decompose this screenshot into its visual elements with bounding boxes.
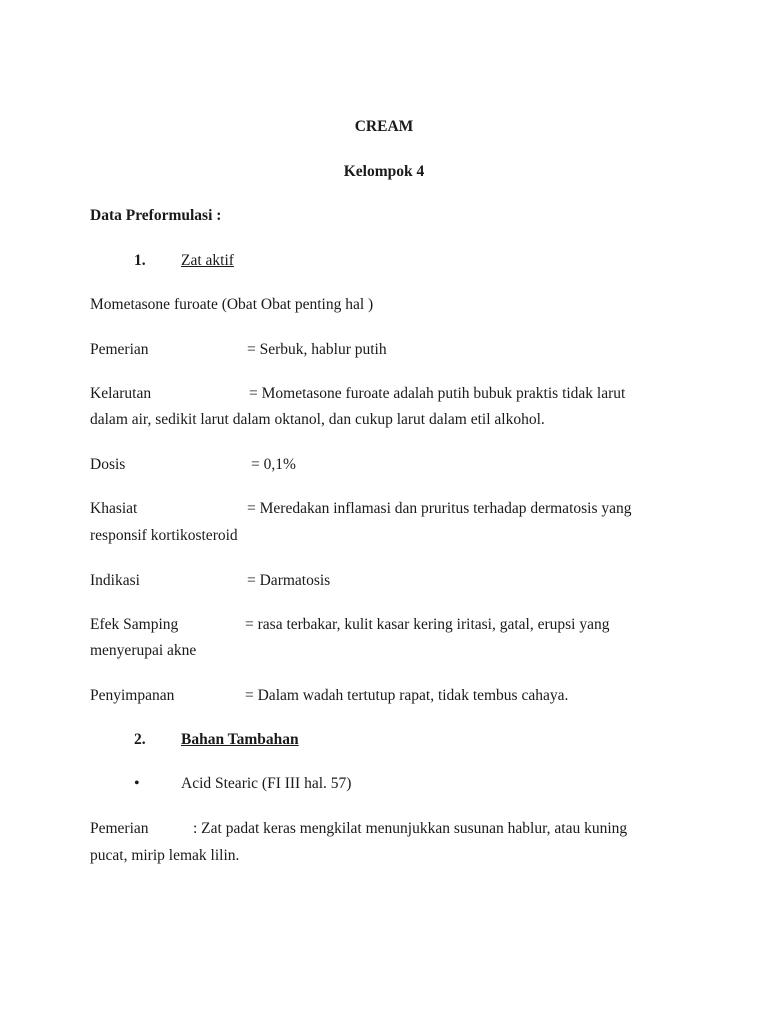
indikasi-label: Indikasi	[90, 572, 140, 589]
kelarutan-value-line1: = Mometasone furoate adalah putih bubuk praktis tidak larut	[249, 385, 626, 402]
bullet-item-text: Acid Stearic (FI III hal. 57)	[181, 775, 352, 792]
pemerian2-label: Pemerian	[90, 820, 149, 837]
efek-samping-value-line2: menyerupai akne	[90, 642, 197, 659]
dosis-value: = 0,1%	[251, 456, 296, 473]
section-heading: Data Preformulasi :	[90, 207, 222, 224]
kelarutan-value-line2: dalam air, sedikit larut dalam oktanol, dan cukup larut dalam etil alkohol.	[90, 411, 545, 428]
item1-number: 1.	[134, 252, 146, 269]
penyimpanan-value: = Dalam wadah tertutup rapat, tidak tembus cahaya.	[245, 687, 569, 704]
khasiat-label: Khasiat	[90, 500, 138, 517]
item2-label: Bahan Tambahan	[181, 731, 299, 748]
indikasi-value: = Darmatosis	[247, 572, 331, 589]
pemerian-value: = Serbuk, hablur putih	[247, 341, 387, 358]
pemerian2-value-line2: pucat, mirip lemak lilin.	[90, 847, 240, 864]
khasiat-value-line1: = Meredakan inflamasi dan pruritus terhadap dermatosis yang	[247, 500, 632, 517]
kelarutan-label: Kelarutan	[90, 385, 152, 402]
item1-label: Zat aktif	[181, 252, 234, 269]
bullet-icon: •	[134, 775, 140, 792]
penyimpanan-label: Penyimpanan	[90, 687, 175, 704]
document-title: CREAM	[354, 118, 414, 135]
pemerian-label: Pemerian	[90, 341, 149, 358]
pemerian2-value-line1: : Zat padat keras mengkilat menunjukkan susunan hablur, atau kuning	[193, 820, 628, 837]
dosis-label: Dosis	[90, 456, 126, 473]
efek-samping-value-line1: = rasa terbakar, kulit kasar kering iritasi, gatal, erupsi yang	[245, 616, 610, 633]
efek-samping-label: Efek Samping	[90, 616, 179, 633]
khasiat-value-line2: responsif kortikosteroid	[90, 527, 238, 544]
document-subtitle: Kelompok 4	[343, 163, 425, 180]
drug-name: Mometasone furoate (Obat Obat penting hal )	[90, 296, 374, 313]
item2-number: 2.	[134, 731, 146, 748]
